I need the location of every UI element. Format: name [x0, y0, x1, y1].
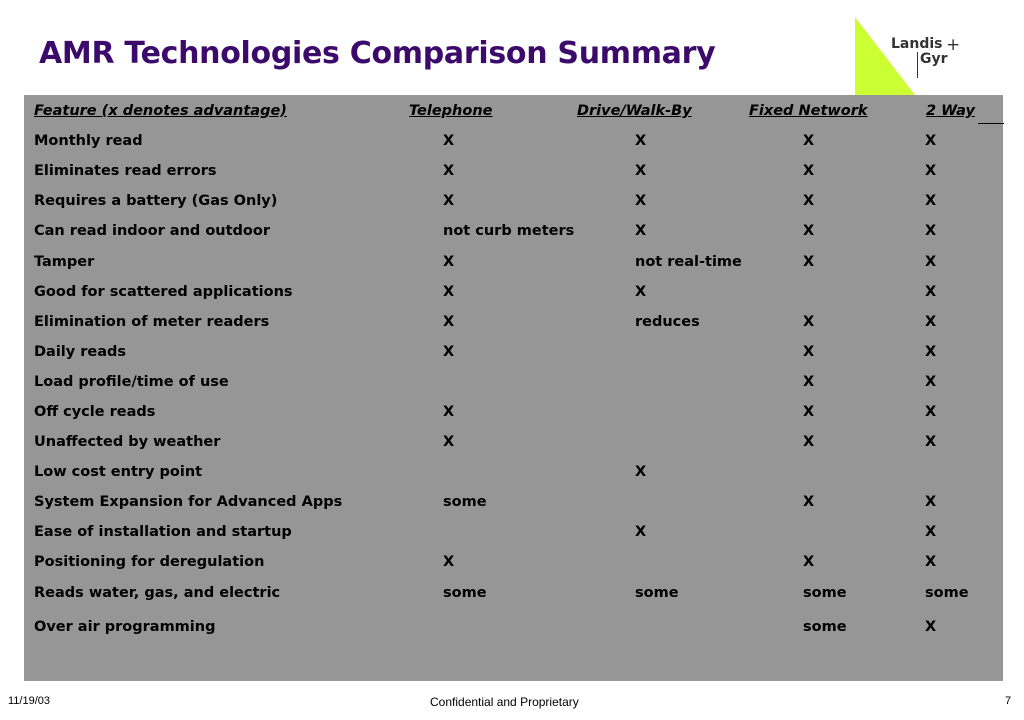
- table-row: [34, 523, 1004, 543]
- table-row: [34, 463, 1004, 483]
- table-row: [34, 584, 1004, 604]
- feature-cell: Over air programming: [34, 619, 216, 635]
- feature-cell: Ease of installation and startup: [34, 524, 292, 540]
- logo-text-line2: Gyr: [920, 51, 948, 67]
- header-feature: Feature (x denotes advantage): [34, 103, 287, 119]
- footer-confidential: Confidential and Proprietary: [430, 695, 579, 709]
- drive-walk-by-cell: X: [635, 193, 647, 209]
- fixed-network-cell: X: [803, 374, 815, 390]
- footer-date: 11/19/03: [8, 695, 51, 707]
- telephone-cell: some: [443, 585, 487, 601]
- fixed-network-cell: some: [803, 619, 847, 635]
- telephone-cell: X: [443, 314, 455, 330]
- drive-walk-by-cell: not real-time: [635, 254, 742, 270]
- table-row: [34, 132, 1004, 152]
- feature-cell: Eliminates read errors: [34, 163, 217, 179]
- drive-walk-by-cell: reduces: [635, 314, 700, 330]
- table-row: [34, 493, 1004, 513]
- fixed-network-cell: some: [803, 585, 847, 601]
- drive-walk-by-cell: X: [635, 133, 647, 149]
- table-row: [34, 553, 1004, 573]
- table-row: [34, 162, 1004, 182]
- two-way-cell: X: [925, 344, 937, 360]
- telephone-cell: X: [443, 434, 455, 450]
- two-way-cell: X: [925, 619, 937, 635]
- telephone-cell: X: [443, 193, 455, 209]
- feature-cell: Monthly read: [34, 133, 143, 149]
- fixed-network-cell: X: [803, 554, 815, 570]
- feature-cell: Positioning for deregulation: [34, 554, 265, 570]
- drive-walk-by-cell: X: [635, 223, 647, 239]
- two-way-cell: X: [925, 163, 937, 179]
- feature-cell: Load profile/time of use: [34, 374, 229, 390]
- feature-cell: Unaffected by weather: [34, 434, 221, 450]
- fixed-network-cell: X: [803, 314, 815, 330]
- telephone-cell: X: [443, 254, 455, 270]
- drive-walk-by-cell: X: [635, 524, 647, 540]
- table-row: [34, 253, 1004, 273]
- fixed-network-cell: X: [803, 494, 815, 510]
- fixed-network-cell: X: [803, 434, 815, 450]
- table-row: [34, 192, 1004, 212]
- feature-cell: Elimination of meter readers: [34, 314, 270, 330]
- page-number: 7: [1005, 695, 1012, 707]
- telephone-cell: X: [443, 163, 455, 179]
- drive-walk-by-cell: X: [635, 464, 647, 480]
- feature-cell: Requires a battery (Gas Only): [34, 193, 278, 209]
- table-row: [34, 373, 1004, 393]
- fixed-network-cell: X: [803, 133, 815, 149]
- fixed-network-cell: X: [803, 163, 815, 179]
- two-way-cell: X: [925, 434, 937, 450]
- logo-plus-icon: +: [946, 35, 961, 55]
- feature-cell: Can read indoor and outdoor: [34, 223, 270, 239]
- table-row: [34, 403, 1004, 423]
- table-row: [34, 618, 1004, 638]
- table-row: [34, 433, 1004, 453]
- two-way-cell: X: [925, 284, 937, 300]
- two-way-cell: X: [925, 524, 937, 540]
- telephone-cell: X: [443, 554, 455, 570]
- two-way-cell: X: [925, 223, 937, 239]
- logo-divider: [917, 52, 918, 78]
- header-underline-extension: [978, 123, 1004, 124]
- header-drive-walk-by: Drive/Walk-By: [577, 103, 692, 119]
- feature-cell: Good for scattered applications: [34, 284, 293, 300]
- telephone-cell: X: [443, 344, 455, 360]
- two-way-cell: X: [925, 314, 937, 330]
- telephone-cell: some: [443, 494, 487, 510]
- two-way-cell: X: [925, 133, 937, 149]
- fixed-network-cell: X: [803, 404, 815, 420]
- fixed-network-cell: X: [803, 223, 815, 239]
- drive-walk-by-cell: X: [635, 284, 647, 300]
- telephone-cell: X: [443, 404, 455, 420]
- slide-title: AMR Technologies Comparison Summary: [39, 36, 716, 71]
- two-way-cell: X: [925, 554, 937, 570]
- fixed-network-cell: X: [803, 254, 815, 270]
- logo-green-triangle: [855, 17, 915, 95]
- feature-cell: Reads water, gas, and electric: [34, 585, 281, 601]
- header-fixed-network: Fixed Network: [749, 103, 868, 119]
- two-way-cell: some: [925, 585, 969, 601]
- table-header-row: [34, 102, 1004, 122]
- logo-text-line1: Landis: [891, 36, 943, 52]
- telephone-cell: not curb meters: [443, 223, 575, 239]
- feature-cell: Tamper: [34, 254, 95, 270]
- fixed-network-cell: X: [803, 344, 815, 360]
- table-row: [34, 222, 1004, 242]
- table-row: [34, 283, 1004, 303]
- table-row: [34, 313, 1004, 333]
- feature-cell: System Expansion for Advanced Apps: [34, 494, 343, 510]
- header-2-way: 2 Way: [926, 103, 975, 119]
- two-way-cell: X: [925, 494, 937, 510]
- feature-cell: Low cost entry point: [34, 464, 203, 480]
- fixed-network-cell: X: [803, 193, 815, 209]
- drive-walk-by-cell: X: [635, 163, 647, 179]
- feature-cell: Daily reads: [34, 344, 127, 360]
- drive-walk-by-cell: some: [635, 585, 679, 601]
- header-telephone: Telephone: [409, 103, 493, 119]
- two-way-cell: X: [925, 193, 937, 209]
- feature-cell: Off cycle reads: [34, 404, 156, 420]
- telephone-cell: X: [443, 284, 455, 300]
- two-way-cell: X: [925, 374, 937, 390]
- two-way-cell: X: [925, 254, 937, 270]
- telephone-cell: X: [443, 133, 455, 149]
- table-row: [34, 343, 1004, 363]
- two-way-cell: X: [925, 404, 937, 420]
